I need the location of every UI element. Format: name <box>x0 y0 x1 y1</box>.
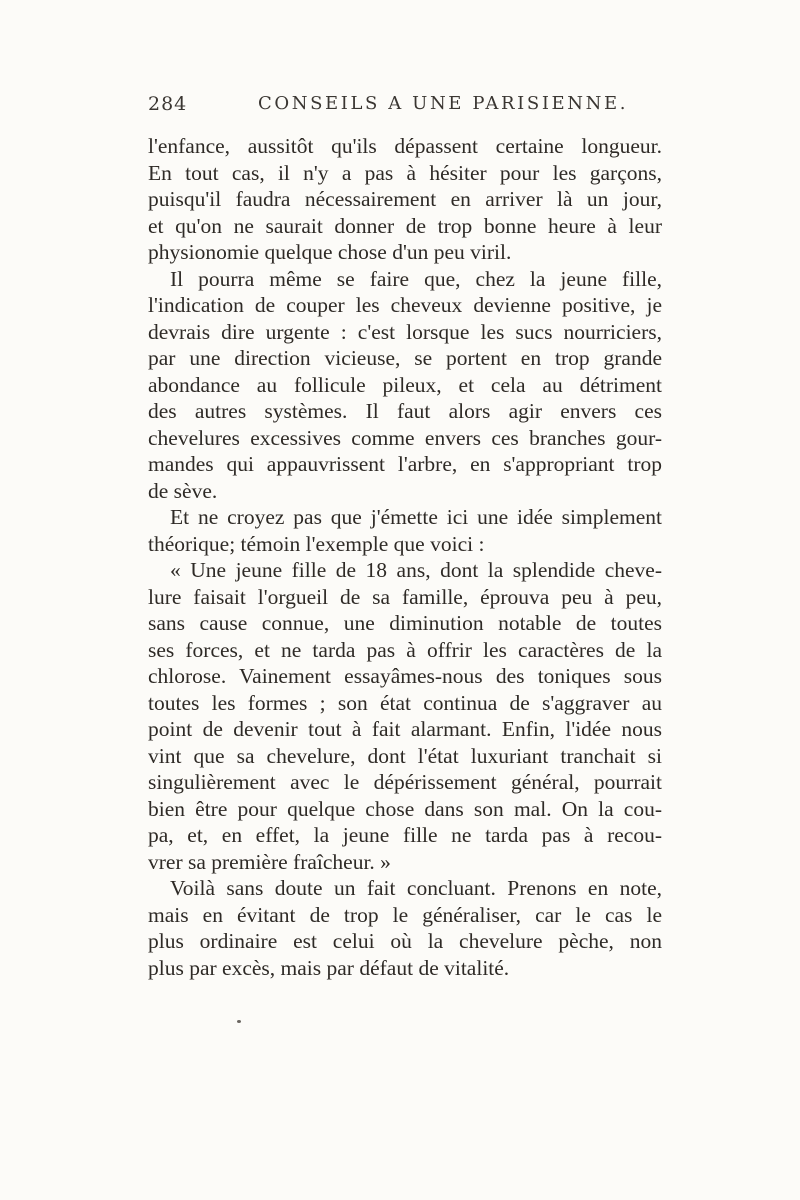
text-line: plus par excès, mais par défaut de vitalité. <box>148 955 510 980</box>
text-line: lure faisait l'orgueil de sa famille, éprouva peu à peu, <box>148 584 662 609</box>
text-line: par une direction vicieuse, se portent en trop grande <box>148 346 662 370</box>
text-line: de sève. <box>148 478 218 503</box>
text-line: des autres systèmes. Il faut alors agir envers ces <box>148 399 662 423</box>
page-header <box>148 93 658 123</box>
text-line: mandes qui appauvrissent l'arbre, en s'appropriant trop <box>148 452 662 476</box>
body-text <box>148 133 662 981</box>
text-line: sans cause connue, une diminution notable de toutes <box>148 611 662 635</box>
text-line: l'enfance, aussitôt qu'ils dépassent certaine longueur. <box>148 134 662 158</box>
text-line: théorique; témoin l'exemple que voici : <box>148 531 485 556</box>
page-number: 284 <box>148 93 188 115</box>
text-line: vrer sa première fraîcheur. » <box>148 849 391 874</box>
text-line: chevelures excessives comme envers ces branches gour- <box>148 425 662 450</box>
text-line: singulièrement avec le dépérissement général, pourrait <box>148 770 662 794</box>
text-line: En tout cas, il n'y a pas à hésiter pour les garçons, <box>148 160 662 185</box>
text-line: plus ordinaire est celui où la chevelure pèche, non <box>148 929 662 953</box>
text-line: pa, et, en effet, la jeune fille ne tarda pas à recou- <box>148 823 662 847</box>
text-line: vint que sa chevelure, dont l'état luxuriant tranchait si <box>148 743 662 768</box>
text-line: chlorose. Vainement essayâmes-nous des toniques sous <box>148 664 662 688</box>
text-line: Et ne croyez pas que j'émette ici une idée simplement <box>170 505 662 529</box>
text-line: bien être pour quelque chose dans son mal. On la cou- <box>148 796 662 821</box>
text-line: et qu'on ne saurait donner de trop bonne heure à leur <box>148 213 662 238</box>
running-title: CONSEILS A UNE PARISIENNE. <box>258 93 629 114</box>
text-line: point de devenir tout à fait alarmant. Enfin, l'idée nous <box>148 717 662 741</box>
text-line: ses forces, et ne tarda pas à offrir les caractères de la <box>148 637 662 662</box>
text-line: « Une jeune fille de 18 ans, dont la splendide cheve- <box>170 558 662 582</box>
text-line: abondance au follicule pileux, et cela au détriment <box>148 372 662 397</box>
text-line: Voilà sans doute un fait concluant. Prenons en note, <box>170 876 662 900</box>
text-line: Il pourra même se faire que, chez la jeune fille, <box>170 266 662 291</box>
text-line: l'indication de couper les cheveux devienne positive, je <box>148 293 662 317</box>
text-line: mais en évitant de trop le généraliser, car le cas le <box>148 902 662 927</box>
text-line: physionomie quelque chose d'un peu viril. <box>148 240 512 264</box>
text-line: puisqu'il faudra nécessairement en arriver là un jour, <box>148 187 662 211</box>
text-line: toutes les formes ; son état continua de s'aggraver au <box>148 690 662 715</box>
text-line: devrais dire urgente : c'est lorsque les sucs nourriciers, <box>148 319 662 344</box>
ink-speck <box>237 1020 241 1023</box>
